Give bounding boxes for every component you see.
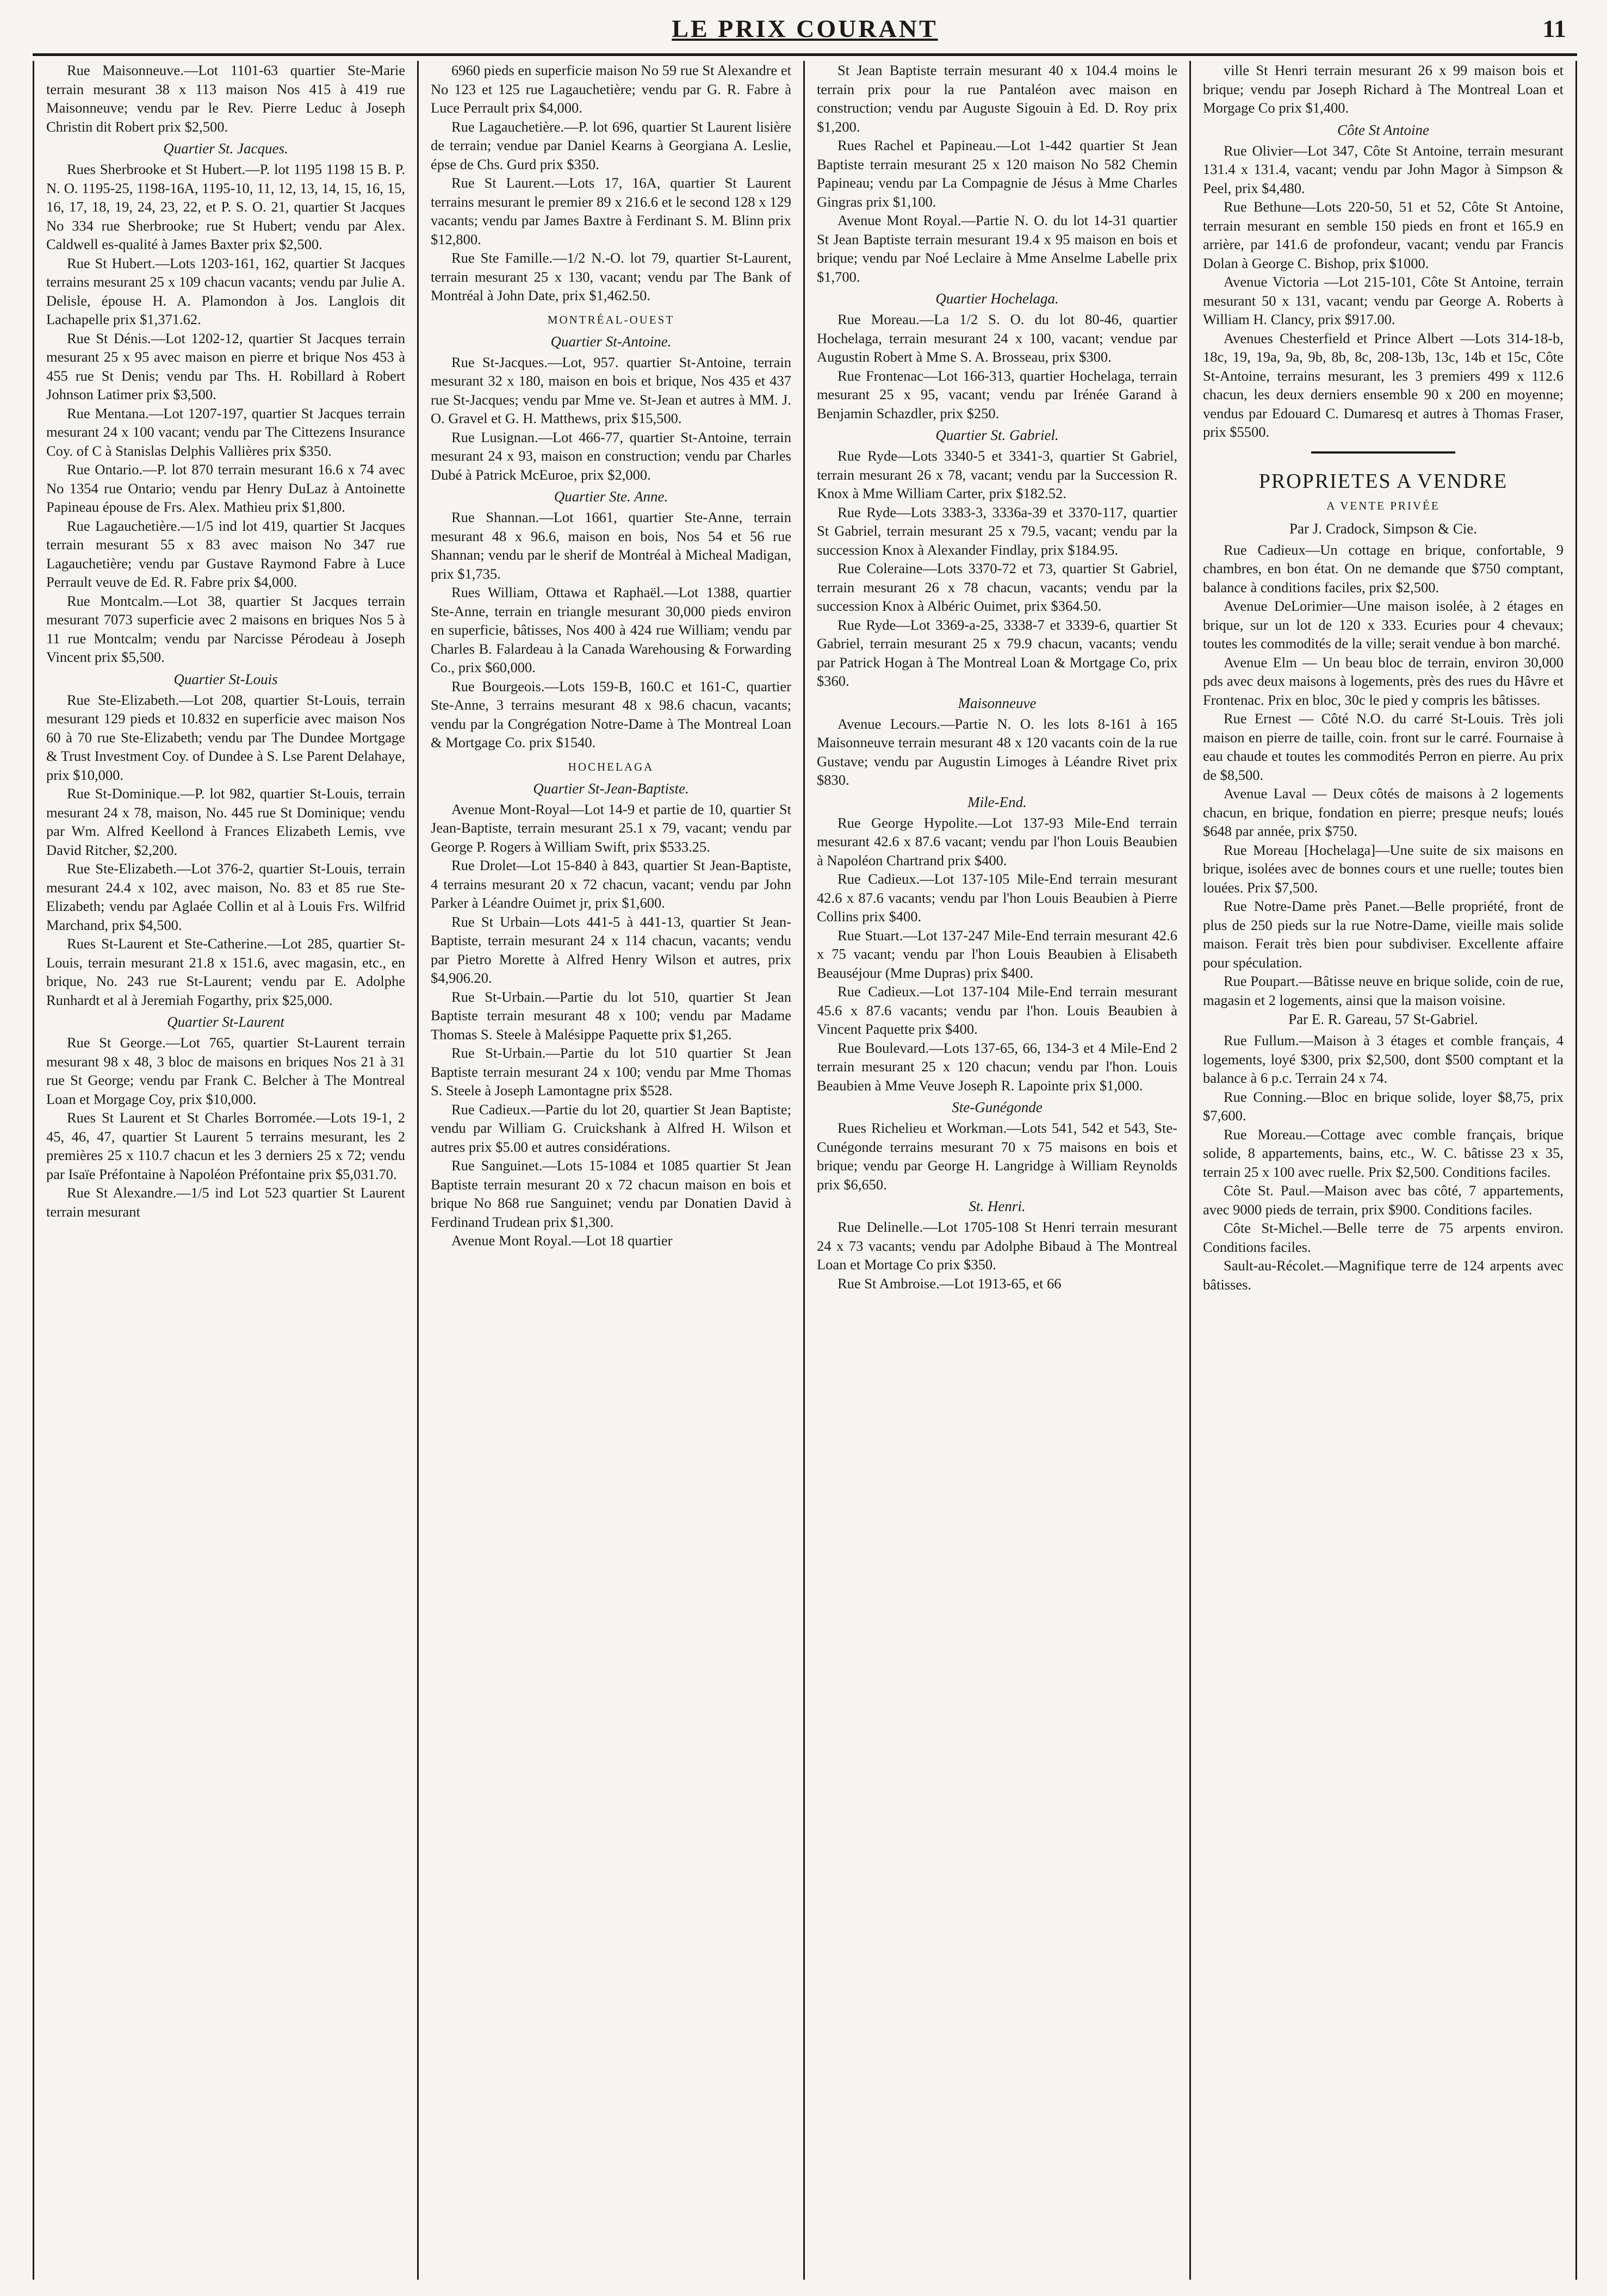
listing-entry: Rue Boulevard.—Lots 137-65, 66, 134-3 et 4 Mile-End 2 terrain mesurant 25 x 120 chacun; vendu par l'hon. Louis Beaubien à Mme Veuve Joseph R. Lapointe prix $1,000.: [817, 1039, 1177, 1094]
listing-entry: Rue Cadieux—Un cottage en brique, confortable, 9 chambres, en bon état. On ne demande que $750 comptant, balance à conditions faciles, prix $2,500.: [1203, 541, 1563, 595]
listing-entry: Rue Ste-Elizabeth.—Lot 376-2, quartier St-Louis, terrain mesurant 24.4 x 102, avec maison, No. 83 et 85 rue Ste-Elizabeth; vendu par Aglaée Collin et al à Louis Frs. Wilfrid Marchand, prix $4,500.: [46, 860, 405, 933]
section-heading: Quartier St. Gabriel.: [935, 427, 1059, 443]
listing-entry: Rue Drolet—Lot 15-840 à 843, quartier St Jean-Baptiste, 4 terrains mesurant 20 x 72 chacun, vacant; vendu par John Parker à Léandre Ouimet jr, prix $1,600.: [431, 857, 791, 911]
listing-entry: Rue St Hubert.—Lots 1203-161, 162, quartier St Jacques terrains mesurant 25 x 109 chacun vacants; vendu par Julie A. Delisle, épouse H. A. Plamondon à Jos. Langlois dit Lachapelle prix $1,371.62.: [46, 255, 405, 327]
listing-entry: Rue Ste-Elizabeth.—Lot 208, quartier St-Louis, terrain mesurant 129 pieds et 10.832 en superficie avec maison Nos 60 à 70 rue Ste-Elizabeth; vendu par The Dundee Mortgage & Trust Investment Coy. of Dundee à S. Lse Parent Delahaye, prix $10,000.: [46, 691, 405, 783]
listing-entry: Rue Lusignan.—Lot 466-77, quartier St-Antoine, terrain mesurant 24 x 93, maison en construction; vendu par Charles Dubé à Patrick McEuroe, prix $2,000.: [431, 429, 791, 483]
column-1: [33, 61, 419, 2280]
listing-entry: Rue Olivier—Lot 347, Côte St Antoine, terrain mesurant 131.4 x 131.4, vacant; vendu par John Magor à Simpson & Peel, prix $4,480.: [1203, 142, 1563, 196]
column-3: [805, 61, 1191, 2280]
listing-entry: Rues William, Ottawa et Raphaël.—Lot 1388, quartier Ste-Anne, terrain en triangle mesurant 30,000 pieds environ en superficie, bâtisses, Nos 400 à 424 rue William; vendu par Charles B. Falardeau à la Canada Warehousing & Forwarding Co., prix $60,000.: [431, 584, 791, 675]
listing-entry: Avenue Lecours.—Partie N. O. les lots 8-161 à 165 Maisonneuve terrain mesurant 48 x 120 vacants coin de la rue Gustave; vendu par Augustin Limoges à Léandre Rivet prix $830.: [817, 715, 1177, 788]
page-header: [33, 10, 1577, 56]
district-heading: HOCHELAGA: [568, 760, 654, 773]
listing-entry: Rue St Laurent.—Lots 17, 16A, quartier St Laurent terrains mesurant le premier 89 x 216.6 et le second 128 x 129 vacants; vendu par James Baxtre à Ferdinant S. M. Blinn prix $12,800.: [431, 175, 791, 247]
listing-entry: Avenue DeLorimier—Une maison isolée, à 2 étages en brique, sur un lot de 120 x 333. Ecuries pour 4 chevaux; toutes les commodités de la ville; serait vendue à bon marché.: [1203, 598, 1563, 651]
section-heading: Quartier Hochelaga.: [935, 290, 1059, 307]
listing-entry: Rue Bourgeois.—Lots 159-B, 160.C et 161-C, quartier Ste-Anne, 3 terrains mesurant 48 x 98.6 chacun, vacants; vendu par la Congrégation Notre-Dame à The Montreal Loan & Mortgage Co. prix $1540.: [431, 678, 791, 750]
listing-entry: Rues Richelieu et Workman.—Lots 541, 542 et 543, Ste-Cunégonde terrains mesurant 70 x 75 maisons en bois et brique; vendu par George H. Langridge à William Reynolds prix $6,650.: [817, 1120, 1177, 1193]
listing-entry: Rue Delinelle.—Lot 1705-108 St Henri terrain mesurant 24 x 73 vacants; vendu par Adolphe Bibaud à The Montreal Loan et Mortage Co prix $350.: [817, 1219, 1177, 1273]
listing-entry: Rue Conning.—Bloc en brique solide, loyer $8,75, prix $7,600.: [1203, 1088, 1563, 1124]
newspaper-title: LE PRIX COURANT: [672, 15, 938, 42]
listing-entry: Rue St-Dominique.—P. lot 982, quartier St-Louis, terrain mesurant 24 x 78, maison, No. 445 rue St Dominique; vendu par Wm. Alfred Keellond à Frances Elizabeth Lemis, vve David Ritcher, $2,200.: [46, 785, 405, 858]
listing-entry: Rue St Urbain—Lots 441-5 à 441-13, quartier St Jean-Baptiste, terrain mesurant 24 x 114 chacun, vacants; vendu par Pietro Morette à Alfred Henry Wilson et autres, prix $4,906.20.: [431, 913, 791, 986]
listing-entry: Rue Stuart.—Lot 137-247 Mile-End terrain mesurant 42.6 x 75 vacant; vendu par l'hon Louis Beaubien à Elisabeth Beauséjour (Mme Dupras) prix $400.: [817, 927, 1177, 981]
listing-entry: Rue Ryde—Lots 3383-3, 3336a-39 et 3370-117, quartier St Gabriel, terrain mesurant 25 x 79.5, vacant; vendu par la succession Knox à Alexander Findlay, prix $184.95.: [817, 504, 1177, 558]
section-heading: Quartier St. Jacques.: [163, 140, 288, 157]
listing-entry: Sault-au-Récolet.—Magnifique terre de 124 arpents avec bâtisses.: [1203, 1257, 1563, 1293]
listing-entry: Rues St-Laurent et Ste-Catherine.—Lot 285, quartier St-Louis, terrain mesurant 21.8 x 151.6, avec magasin, etc., en brique, No. 243 rue St-Laurent; vendu par E. Adolphe Runhardt et al à Jeremiah Fogarthy, prix $25,000.: [46, 935, 405, 1008]
listing-entry: Rue Poupart.—Bâtisse neuve en brique solide, coin de rue, magasin et 2 logements, ainsi que la maison voisine.: [1203, 973, 1563, 1008]
listing-entry: Rue Montcalm.—Lot 38, quartier St Jacques terrain mesurant 7073 superficie avec 2 maisons en briques Nos 5 à 11 rue Montcalm; vendu par Narcisse Pérodeau à Joseph Vincent prix $5,500.: [46, 592, 405, 665]
district-heading: MONTRÉAL-OUEST: [547, 313, 675, 326]
listing-entry: Avenue Mont Royal.—Partie N. O. du lot 14-31 quartier St Jean Baptiste terrain mesurant 19.4 x 95 maison en bois et brique; vendu par Noé Leclaire à Mme Anselme Labelle prix $1,700.: [817, 212, 1177, 285]
listing-entry: Rue Moreau.—La 1/2 S. O. du lot 80-46, quartier Hochelaga, terrain mesurant 24 x 100, vacant; vendue par Augustin Robert à Mme S. A. Brosseau, prix $300.: [817, 311, 1177, 365]
listing-entry: Rue St-Urbain.—Partie du lot 510, quartier St Jean Baptiste terrain mesurant 48 x 100; vendu par Madame Thomas S. Steele à Malésippe Paquette prix $1,265.: [431, 988, 791, 1042]
listing-entry: Rue Cadieux.—Lot 137-105 Mile-End terrain mesurant 42.6 x 87.6 vacants; vendu par l'hon Louis Beaubien à Pierre Collins prix $400.: [817, 871, 1177, 924]
listing-entry: Rue St-Urbain.—Partie du lot 510 quartier St Jean Baptiste terrain mesurant 24 x 100; vendu par Mme Thomas S. Steele à Joseph Lamontagne prix $528.: [431, 1045, 791, 1099]
listing-entry: Avenue Laval — Deux côtés de maisons à 2 logements chacun, en brique, fondation en pierre; presque neufs; loués $648 par année, prix $750.: [1203, 785, 1563, 839]
classified-subheading: A VENTE PRIVÉE: [1326, 499, 1440, 512]
section-heading: St. Henri.: [969, 1198, 1026, 1214]
agent-line: Par J. Cradock, Simpson & Cie.: [1289, 520, 1477, 537]
listing-entry: Rue Cadieux.—Partie du lot 20, quartier St Jean Baptiste; vendu par William G. Cruickshank à Alfred H. Wilson et autres prix $5.00 et autres considérations.: [431, 1101, 791, 1155]
section-heading: Quartier St-Louis: [173, 671, 278, 687]
listing-entry: Rue Frontenac—Lot 166-313, quartier Hochelaga, terrain mesurant 25 x 95, vacant; vendu par Irénée Garand à Benjamin Schazdler, prix $250.: [817, 367, 1177, 421]
listing-entry: Côte St. Paul.—Maison avec bas côté, 7 appartements, avec 9000 pieds de terrain, prix $900. Conditions faciles.: [1203, 1182, 1563, 1218]
listing-entry: Rues Sherbrooke et St Hubert.—P. lot 1195 1198 15 B. P. N. O. 1195-25, 1198-16A, 1195-10, 11, 12, 13, 14, 15, 16, 15, 16, 17, 18, 19, 24, 23, 22, et P. S. O. 21, quartier St Jacques No 334 rue Sherbrooke; rue St Hubert; vendu par Alex. Caldwell es-qualité à James Baxter prix $2,500.: [46, 161, 405, 252]
section-heading: Maisonneuve: [958, 694, 1037, 711]
listing-entry: Rue Lagauchetière.—1/5 ind lot 419, quartier St Jacques terrain mesurant 55 x 83 avec maison No 347 rue Lagauchetière; vendu par Gustave Raymond Fabre à Luce Perrault veuve de Ed. R. Fabre prix $4,000.: [46, 517, 405, 590]
section-heading: Quartier Ste. Anne.: [554, 488, 668, 505]
listing-entry: Rue Ryde—Lot 3369-a-25, 3338-7 et 3339-6, quartier St Gabriel, terrain mesurant 25 x 79.9 chacun, vacants; vendu par Patrick Hogan à The Montreal Loan & Mortgage Co, prix $360.: [817, 616, 1177, 689]
listing-entry: Rues St Laurent et St Charles Borromée.—Lots 19-1, 2 45, 46, 47, quartier St Laurent 5 terrains mesurant, les 2 premières 25 x 110.7 chacun et les 3 derniers 25 x 72; vendu par Isaïe Préfontaine à Napoléon Préfontaine prix $5,031.70.: [46, 1109, 405, 1182]
listing-entry: 6960 pieds en superficie maison No 59 rue St Alexandre et No 123 et 125 rue Lagauchetière; vendu par G. R. Fabre à Luce Perrault prix $4,000.: [431, 62, 791, 116]
listing-entry: Rues Rachel et Papineau.—Lot 1-442 quartier St Jean Baptiste terrain mesurant 25 x 120 maison No 582 Chemin Papineau; vendu par La Compagnie de Jésus à Mme Charles Gingras prix $1,100.: [817, 137, 1177, 210]
listing-entry: Rue St Ambroise.—Lot 1913-65, et 66: [837, 1275, 1062, 1292]
section-heading: Quartier St-Laurent: [167, 1014, 284, 1030]
listing-entry: ville St Henri terrain mesurant 26 x 99 maison bois et brique; vendu par Joseph Richard à The Montreal Loan et Morgage Co prix $1,400.: [1203, 62, 1563, 116]
listing-entry: Rue Notre-Dame près Panet.—Belle propriété, front de plus de 250 pieds sur la rue Notre-Dame, vieille mais solide maison. Ferait très bien pour subdiviser. Excellente affaire pour spéculation.: [1203, 898, 1563, 971]
section-heading: Quartier St-Antoine.: [550, 333, 672, 350]
listing-entry: Rue Ste Famille.—1/2 N.-O. lot 79, quartier St-Laurent, terrain mesurant 25 x 130, vacant; vendu par The Bank of Montréal à John Date, prix $1,462.50.: [431, 250, 791, 303]
listing-entry: Rue George Hypolite.—Lot 137-93 Mile-End terrain mesurant 42.6 x 87.6 vacant; vendu par l'hon Louis Beaubien à Napoléon Chartrand prix $400.: [817, 814, 1177, 868]
page-number: 11: [1542, 15, 1566, 42]
listing-entry: Rue Maisonneuve.—Lot 1101-63 quartier Ste-Marie terrain mesurant 38 x 113 maison Nos 415 à 419 rue Maisonneuve; vendu par le Rev. Pierre Leduc à Joseph Christin dit Robert prix $2,500.: [46, 62, 405, 135]
column-4: [1191, 61, 1577, 2280]
listing-entry: Rue Moreau [Hochelaga]—Une suite de six maisons en brique, isolées avec de bonnes cours et une ruelle; toutes bien louées. Prix $7,500.: [1203, 841, 1563, 896]
divider: [1311, 451, 1455, 454]
listing-entry: Rue Fullum.—Maison à 3 étages et comble français, 4 logements, loyé $300, prix $2,500, dont $500 comptant et la balance à 6 p.c. Terrain 24 x 74.: [1203, 1032, 1563, 1086]
listing-entry: Rue Ernest — Côté N.O. du carré St-Louis. Très joli maison en pierre de taille, coin. front sur le carré. Fournaise à eau chaude et toutes les commodités Perron en pierre. Au prix de $8,500.: [1203, 710, 1563, 783]
listing-entry: Rue Shannan.—Lot 1661, quartier Ste-Anne, terrain mesurant 48 x 96.6, maison en bois, Nos 54 et 56 rue Shannan; vendu par le sherif de Montréal à Micheal Madigan, prix $1,735.: [431, 509, 791, 582]
listing-entry: Avenue Mont-Royal—Lot 14-9 et partie de 10, quartier St Jean-Baptiste, terrain mesurant 25.1 x 79, vacant; vendu par George P. Rogers à William Swift, prix $533.25.: [431, 801, 791, 855]
listing-entry: Rue Bethune—Lots 220-50, 51 et 52, Côte St Antoine, terrain mesurant en semble 150 pieds en front et 165.9 en arrière, par 141.6 de profondeur, vacant; vendu par Francis Dolan à George C. Bishop, prix $1000.: [1203, 198, 1563, 271]
section-heading: Quartier St-Jean-Baptiste.: [533, 780, 689, 797]
listing-entry: Rue Cadieux.—Lot 137-104 Mile-End terrain mesurant 45.6 x 87.6 vacants; vendu par l'hon. Louis Beaubien à Vincent Paquette prix $400.: [817, 983, 1177, 1037]
listing-entry: Rue Coleraine—Lots 3370-72 et 73, quartier St Gabriel, terrain mesurant 26 x 78 chacun, vacants; vendu par la succession Knox à Albéric Ouimet, prix $364.50.: [817, 560, 1177, 614]
listing-entry: Avenue Mont Royal.—Lot 18 quartier: [451, 1232, 673, 1249]
listing-entry: Avenue Victoria —Lot 215-101, Côte St Antoine, terrain mesurant 50 x 131, vacant; vendu par George A. Roberts à William H. Clancy, prix $917.00.: [1203, 274, 1563, 327]
section-heading: Côte St Antoine: [1337, 121, 1429, 138]
listing-entry: Rue St-Jacques.—Lot, 957. quartier St-Antoine, terrain mesurant 32 x 180, maison en bois et brique, Nos 435 et 437 rue St-Jacques; vendu par Mme ve. St-Jean et autres à MM. J. O. Gravel et G. H. Matthews, prix $15,500.: [431, 353, 791, 426]
listing-entry: Rue Mentana.—Lot 1207-197, quartier St Jacques terrain mesurant 24 x 100 vacant; vendu par The Cittezens Insurance Coy. of C à Stanislas Delphis Vallières prix $350.: [46, 405, 405, 459]
section-heading: Mile-End.: [967, 793, 1027, 810]
listing-entry: Rue St George.—Lot 765, quartier St-Laurent terrain mesurant 98 x 48, 3 bloc de maisons en briques Nos 21 à 31 rue St George; vendu par Frank C. Belcher à The Montreal Loan et Morgage Coy, prix $10,000.: [46, 1034, 405, 1107]
listing-entry: Avenue Elm — Un beau bloc de terrain, environ 30,000 pds avec deux maisons à logements, près des rues du Hâvre et Frontenac. Prix en bloc, 30c le pied y compris les bâtisses.: [1203, 654, 1563, 708]
listing-entry: Rue Ontario.—P. lot 870 terrain mesurant 16.6 x 74 avec No 1354 rue Ontario; vendu par Henry DuLaz à Antoinette Papineau épouse de Frs. Alex. Mathieu prix $1,800.: [46, 461, 405, 515]
listing-entry: Rue Ryde—Lots 3340-5 et 3341-3, quartier St Gabriel, terrain mesurant 26 x 78, vacant; vendu par la Succession R. Knox à Mme William Carter, prix $182.52.: [817, 448, 1177, 501]
listing-entry: Rue St Alexandre.—1/5 ind Lot 523 quartier St Laurent terrain mesurant: [46, 1184, 405, 1220]
listing-entry: Rue Moreau.—Cottage avec comble français, brique solide, 8 appartements, bains, etc., W. C. bâtisse 23 x 35, terrain 25 x 100 avec ruelle. Prix $2,500. Conditions faciles.: [1203, 1126, 1563, 1180]
listing-entry: Avenues Chesterfield et Prince Albert —Lots 314-18-b, 18c, 19, 19a, 9a, 9b, 8b, 8c, 208-13b, 13c, 14b et 15c, Côte St-Antoine, terrains mesurant, les 3 premiers 499 x 112.6 chacun, les deux derniers ensemble 90 x 200 en moyenne; vendus par Edouard C. Dumaresq et autres à Thomas Fraser, prix $5500.: [1203, 330, 1563, 440]
classified-heading: PROPRIETES A VENDRE: [1258, 469, 1508, 493]
agent-line: Par E. R. Gareau, 57 St-Gabriel.: [1288, 1011, 1478, 1027]
column-2: [419, 61, 805, 2280]
newspaper-columns: [33, 61, 1577, 2280]
listing-entry: Rue Lagauchetière.—P. lot 696, quartier St Laurent lisière de terrain; vendue par Daniel Kearns à Georgiana A. Leslie, épse de Chs. Gurd prix $350.: [431, 118, 791, 172]
listing-entry: Côte St-Michel.—Belle terre de 75 arpents environ. Conditions faciles.: [1203, 1220, 1563, 1255]
listing-entry: St Jean Baptiste terrain mesurant 40 x 104.4 moins le terrain prix pour la rue Pantaléon avec maison en construction; vendu par Auguste Sigouin à Ed. D. Roy prix $1,200.: [817, 62, 1177, 135]
listing-entry: Rue St Dénis.—Lot 1202-12, quartier St Jacques terrain mesurant 25 x 95 avec maison en pierre et brique Nos 453 à 455 rue St Denis; vendu par Ths. H. Robillard à Robert Johnson Latimer prix $3,500.: [46, 330, 405, 402]
listing-entry: Rue Sanguinet.—Lots 15-1084 et 1085 quartier St Jean Baptiste terrain mesurant 20 x 72 chacun maison en bois et brique No 868 rue Sanguinet; vendu par Donatien David à Ferdinand Trudean prix $1,300.: [431, 1157, 791, 1230]
section-heading: Ste-Gunégonde: [952, 1099, 1043, 1115]
